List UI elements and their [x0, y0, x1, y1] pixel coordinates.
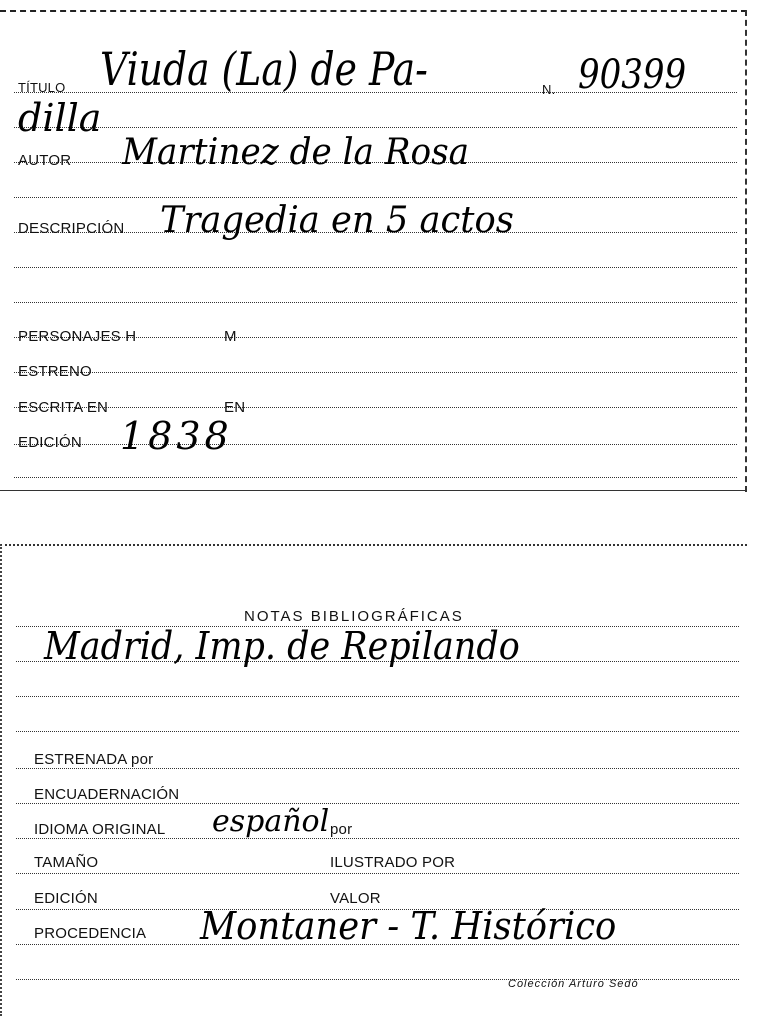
notas-label: NOTAS BIBLIOGRÁFICAS [244, 608, 464, 625]
collection-credit: Colección Arturo Sedó [508, 978, 639, 990]
rule-line [16, 768, 739, 769]
rule-line [14, 407, 737, 408]
idioma-original-label: IDIOMA ORIGINAL [34, 821, 166, 838]
rule-line [16, 803, 739, 804]
idioma-por-label: por [330, 821, 353, 838]
ilustrado-por-label: ILUSTRADO POR [330, 854, 456, 871]
rule-line [16, 696, 739, 697]
valor-label: VALOR [330, 890, 381, 907]
rule-line [14, 477, 737, 478]
titulo-label: TÍTULO [18, 80, 66, 95]
estrenada-por-label: ESTRENADA por [34, 751, 154, 768]
encuadernacion-label: ENCUADERNACIÓN [34, 786, 180, 803]
rule-line [14, 267, 737, 268]
rule-line [14, 197, 737, 198]
notas-handwritten: Madrid, Imp. de Repilando [44, 624, 520, 668]
descripcion-label: DESCRIPCIÓN [18, 220, 125, 237]
numero-handwritten: 90399 [578, 52, 687, 98]
titulo-handwritten: Viuda (La) de Pa- [100, 42, 428, 96]
idioma-handwritten: español [212, 804, 330, 839]
rule-line [14, 302, 737, 303]
titulo-handwritten-cont: dilla [18, 96, 102, 140]
en-label: EN [224, 399, 246, 416]
edicion-handwritten: 1838 [120, 414, 233, 458]
descripcion-handwritten: Tragedia en 5 actos [160, 200, 514, 241]
rule-line [16, 873, 739, 874]
tamano-label: TAMAÑO [34, 854, 99, 871]
autor-handwritten: Martinez de la Rosa [122, 132, 470, 173]
numero-label: N. [542, 82, 556, 97]
procedencia-label: PROCEDENCIA [34, 925, 147, 942]
personajes-h-label: PERSONAJES H [18, 328, 137, 345]
procedencia-handwritten: Montaner - T. Histórico [200, 904, 617, 948]
autor-label: AUTOR [18, 152, 72, 169]
edicion-label: EDICIÓN [34, 890, 98, 907]
catalog-card-bottom [0, 544, 747, 1016]
escrita-en-label: ESCRITA EN [18, 399, 109, 416]
edicion-label: EDICIÓN [18, 434, 82, 451]
catalog-card-top [0, 10, 747, 492]
rule-line [16, 731, 739, 732]
rule-line [16, 838, 739, 839]
card-separator [0, 490, 745, 491]
rule-line [14, 372, 737, 373]
personajes-m-label: M [224, 328, 237, 345]
estreno-label: ESTRENO [18, 363, 92, 380]
rule-line [14, 127, 737, 128]
